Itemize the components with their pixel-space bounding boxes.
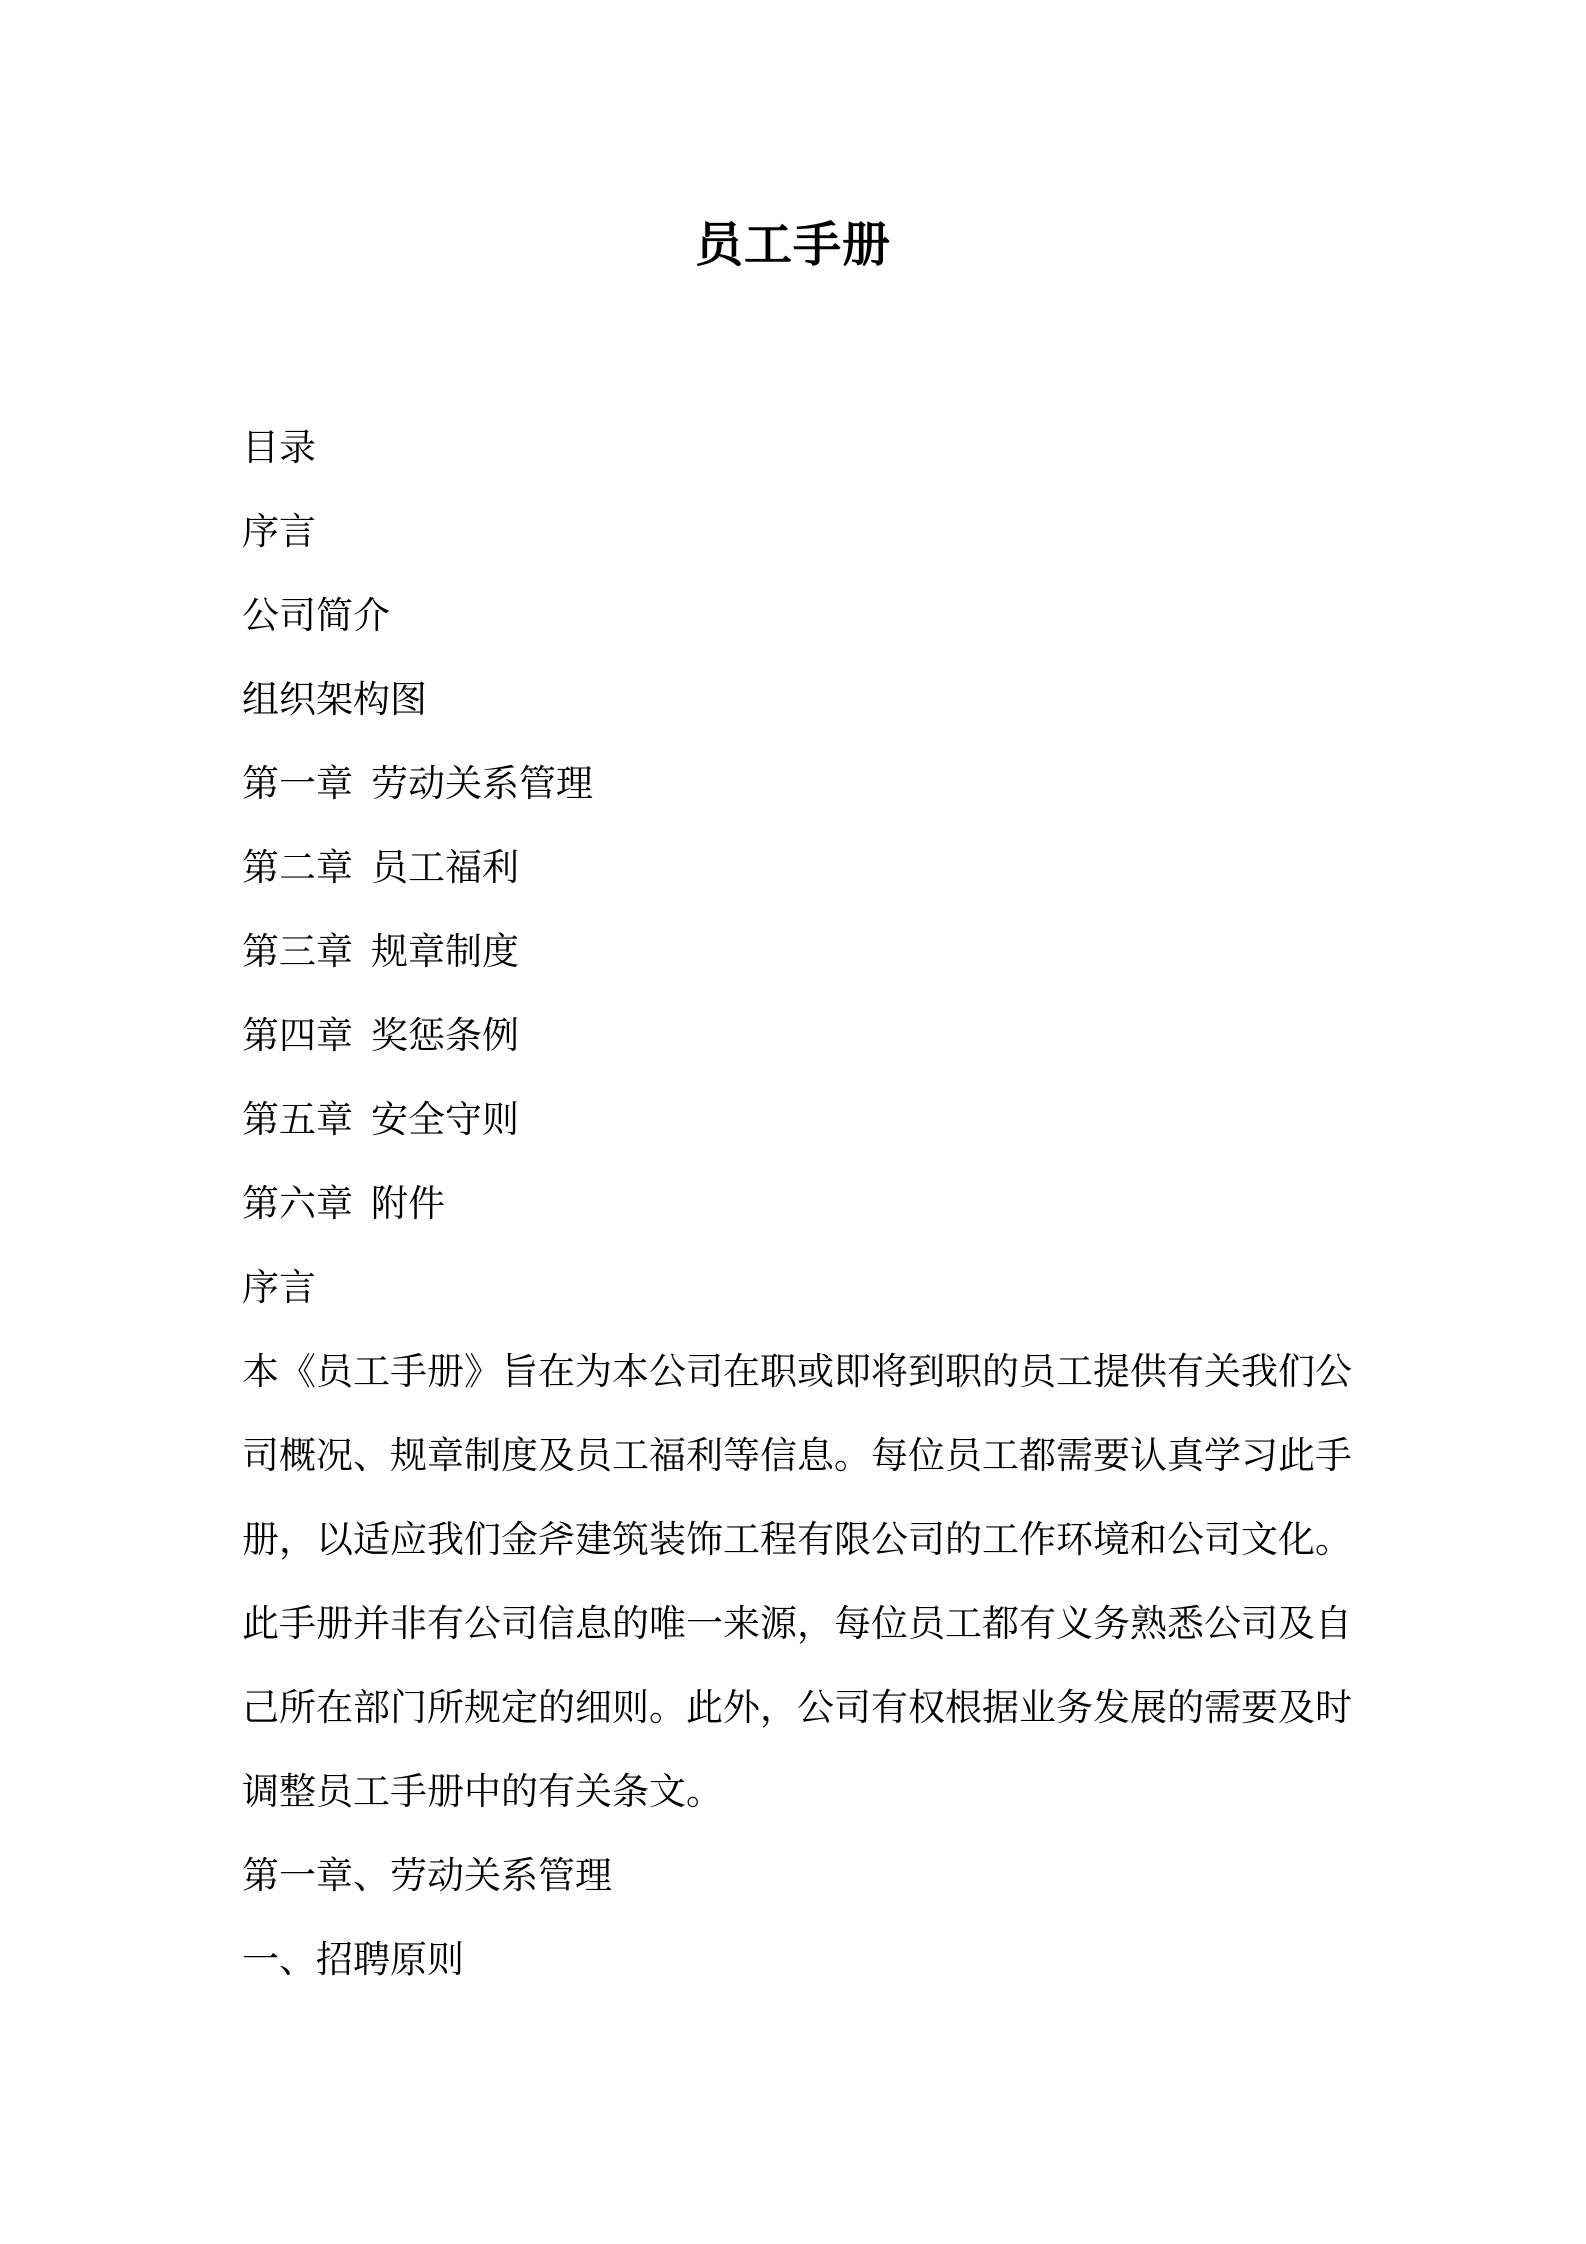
toc-chapter-number: 第三章	[242, 930, 353, 973]
preface-line: 己所在部门所规定的细则。此外，公司有权根据业务发展的需要及时	[242, 1686, 1352, 1729]
document-body	[242, 1246, 1362, 2002]
toc-item-chapter-1	[242, 742, 1362, 826]
toc-item-company-intro	[242, 574, 1362, 658]
toc-item-label: 奖惩条例	[371, 1014, 519, 1057]
section-heading-recruitment: 一、招聘原则	[242, 1938, 464, 1981]
toc-chapter-number: 第六章	[242, 1182, 353, 1225]
toc-item-label: 组织架构图	[242, 678, 427, 721]
toc-item-chapter-3	[242, 910, 1362, 994]
preface-line: 司概况、规章制度及员工福利等信息。每位员工都需要认真学习此手	[242, 1434, 1352, 1477]
toc-heading: 目录	[242, 426, 316, 469]
toc-chapter-number: 第一章	[242, 762, 353, 805]
preface-line: 本《员工手册》旨在为本公司在职或即将到职的员工提供有关我们公	[242, 1350, 1352, 1393]
toc-chapter-number: 第四章	[242, 1014, 353, 1057]
toc-item-org-chart	[242, 658, 1362, 742]
toc-item-label: 员工福利	[371, 846, 519, 889]
toc-item-label: 附件	[371, 1182, 445, 1225]
toc-chapter-number: 第五章	[242, 1098, 353, 1141]
preface-paragraph	[242, 1330, 1362, 1834]
toc-item-chapter-4	[242, 994, 1362, 1078]
chapter-1-heading: 第一章、劳动关系管理	[242, 1854, 612, 1897]
toc-item-label: 安全守则	[371, 1098, 519, 1141]
toc-item-label: 劳动关系管理	[371, 762, 593, 805]
toc-item-preface	[242, 490, 1362, 574]
toc-item-label: 序言	[242, 510, 316, 553]
document-title: 员工手册	[694, 217, 891, 273]
preface-heading: 序言	[242, 1266, 316, 1309]
preface-line: 此手册并非有公司信息的唯一来源，每位员工都有义务熟悉公司及自	[242, 1602, 1352, 1645]
toc-item-chapter-6	[242, 1162, 1362, 1246]
toc-item-label: 规章制度	[371, 930, 519, 973]
toc-item-label: 公司简介	[242, 594, 390, 637]
preface-line: 册，以适应我们金斧建筑装饰工程有限公司的工作环境和公司文化。	[242, 1518, 1352, 1561]
toc-item-chapter-2	[242, 826, 1362, 910]
preface-line: 调整员工手册中的有关条文。	[242, 1770, 723, 1813]
table-of-contents	[242, 406, 1362, 1246]
toc-item-chapter-5	[242, 1078, 1362, 1162]
toc-chapter-number: 第二章	[242, 846, 353, 889]
